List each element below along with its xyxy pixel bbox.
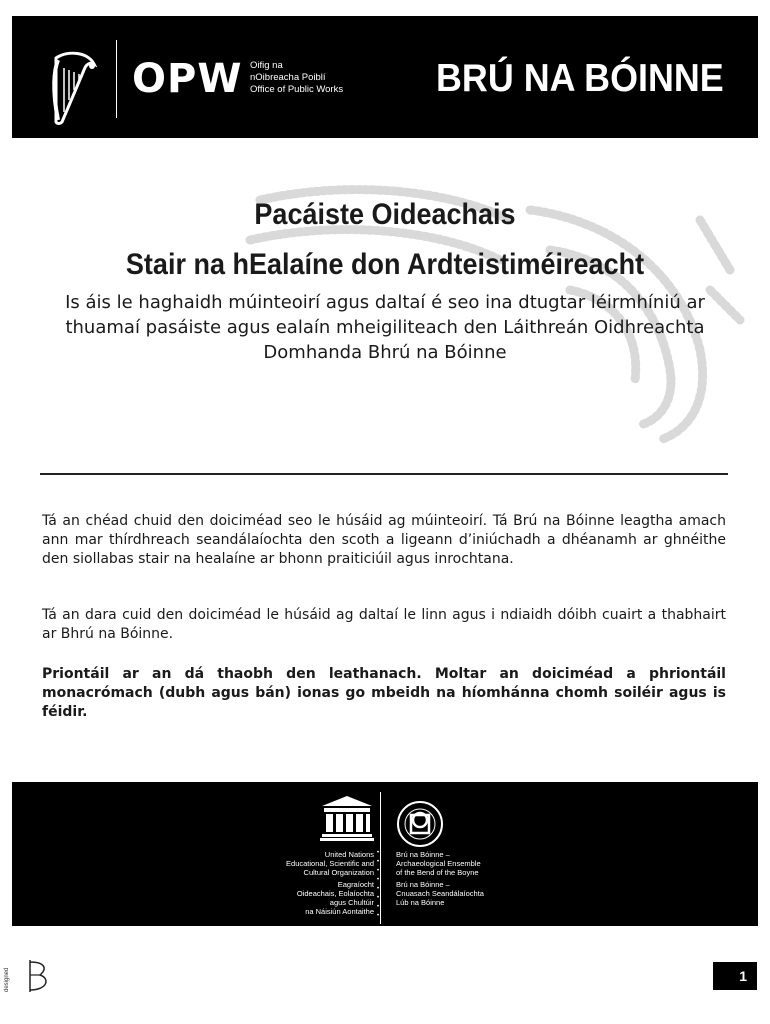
footer-text-line: na Náisiún Aontaithe [305, 907, 374, 916]
footer-text-line: Cultural Organization [303, 868, 374, 877]
designer-credit: designed [4, 967, 10, 992]
footer-text-line: United Nations [324, 850, 374, 859]
footer-text-line: Eagraíocht [337, 880, 374, 889]
divider [40, 473, 728, 475]
opw-sub-line: Office of Public Works [250, 84, 344, 95]
footer-text-line: of the Bend of the Boyne [396, 868, 479, 877]
footer-text-line: Archaeological Ensemble [396, 859, 481, 868]
opw-sub-line: Oifig na [250, 60, 283, 71]
footer-text-line: Educational, Scientific and [286, 859, 374, 868]
paragraph-teachers: Tá an chéad chuid den doiciméad seo le húsáid ag múinteoirí. Tá Brú na Bóinne leagtha amach ann mar thírdhreach seandálaíochta den scoth a ligeann d’iniúchadh a dhéanamh ar ghnéithe den siollabas stair na healaíne ar bhonn praiticiúil agus inrochtana. [42, 513, 726, 567]
site-name-ga [396, 880, 484, 907]
unesco-temple-icon [318, 794, 376, 842]
paragraph-students: Tá an dara cuid den doiciméad le húsáid ag daltaí le linn agus i ndiaidh dóibh cuairt a thabhairt ar Bhrú na Bóinne. [42, 607, 726, 642]
opw-subtitle [250, 60, 343, 96]
page-number: 1 [713, 962, 757, 990]
world-heritage-emblem-icon [396, 800, 444, 848]
paragraph-print-note: Priontáil ar an dá thaobh den leathanach. Moltar an doiciméad a phriontáil monacrómach (dubh agus bán) ionas go mbeidh na híomhánna chomh soiléir agus is féidir. [42, 666, 726, 720]
footer-bar [12, 782, 758, 926]
header-bar [12, 16, 758, 138]
footer-text-line: Oideachais, Eolaíochta [296, 889, 374, 898]
brand-title: BRÚ NA BÓINNE [436, 57, 724, 100]
footer-text-line: Brú na Bóinne – [396, 880, 450, 889]
site-name-en [396, 850, 481, 877]
footer-dots: • • • • • • • • [376, 849, 380, 919]
footer-divider [380, 792, 381, 924]
harp-icon [48, 50, 98, 128]
opw-logo: OPW [132, 56, 243, 102]
footer-text-line: Brú na Bóinne – [396, 850, 450, 859]
header-divider [116, 40, 117, 118]
footer-text-line: Lúb na Bóinne [396, 898, 445, 907]
page-title: Pacáiste Oideachais [254, 198, 516, 231]
opw-sub-line: nOibreacha Poiblí [250, 72, 326, 83]
page-subtitle-heading: Stair na hEalaíne don Ardteistiméireacht [125, 248, 645, 281]
unesco-name-en [286, 850, 374, 877]
intro-text: Is áis le haghaidh múinteoirí agus daltaí é seo ina dtugtar léirmhíniú ar thuamaí pasáiste agus ealaín mheigiliteach den Láithreán Oidhreachta Domhanda Bhrú na Bóinne [65, 292, 705, 363]
footer-text-line: agus Chultúir [329, 898, 374, 907]
footer-text-line: Cnuasach Seandálaíochta [396, 889, 484, 898]
unesco-name-ga [297, 880, 374, 916]
designer-logo-icon [14, 958, 54, 994]
